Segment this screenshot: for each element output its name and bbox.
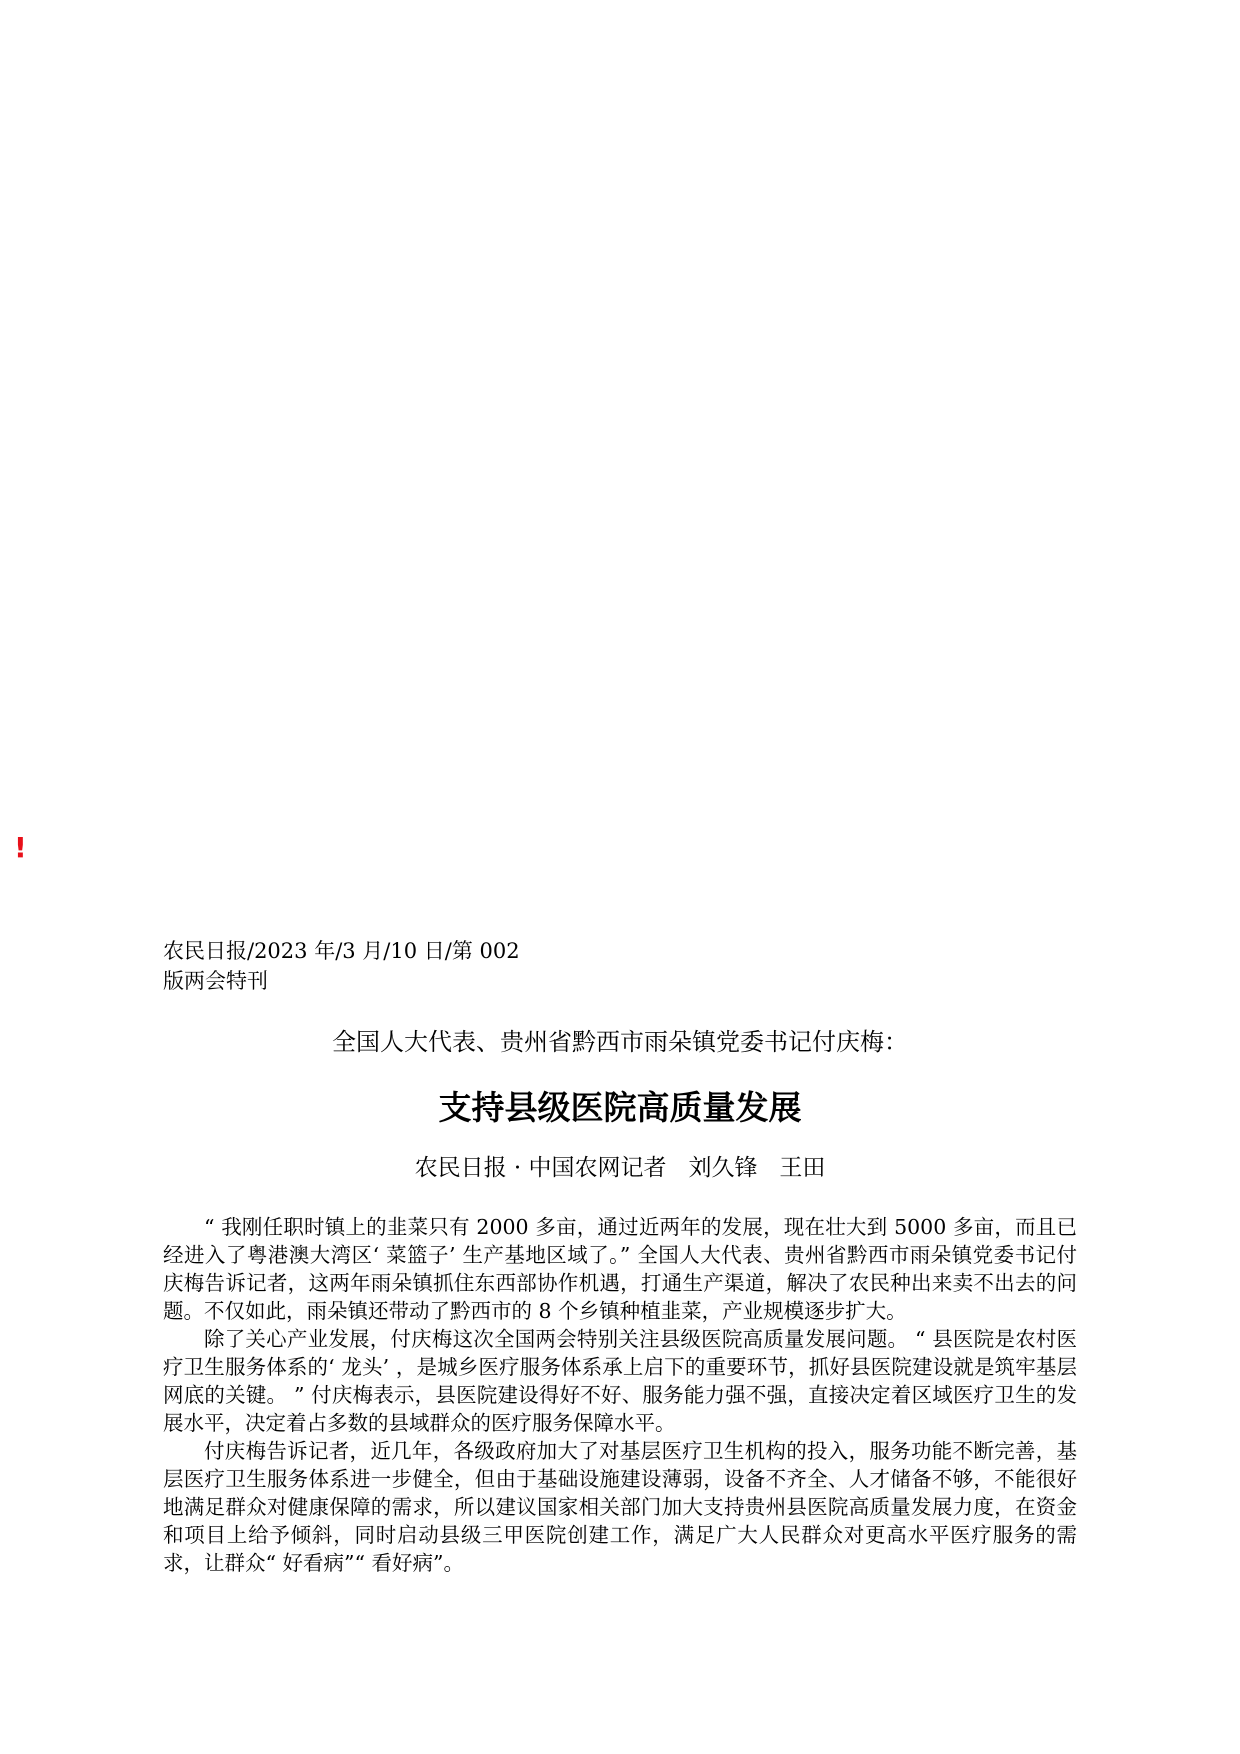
article-paragraph-1: “ 我刚任职时镇上的韭菜只有 2000 多亩，通过近两年的发展，现在壮大到 5000 多亩，而且已经进入了粤港澳大湾区‘ 菜篮子’ 生产基地区域了。” 全国人大代表、贵州省黔西市雨朵镇党委书记付庆梅告诉记者，这两年雨朵镇抓住东西部协作机遇，打通生产渠道，解决了农民种出来卖不出去的问题。不仅如此，雨朵镇还带动了黔西市的 8 个乡镇种植韭菜，产业规模逐步扩大。 <box>163 1215 1077 1323</box>
source-line <box>163 936 523 996</box>
article-paragraph-3: 付庆梅告诉记者，近几年，各级政府加大了对基层医疗卫生机构的投入，服务功能不断完善，基层医疗卫生服务体系进一步健全，但由于基础设施建设薄弱，设备不齐全、人才储备不够，不能很好地满足群众对健康保障的需求，所以建议国家相关部门加大支持贵州县医院高质量发展力度，在资金和项目上给予倾斜，同时启动县级三甲医院创建工作，满足广大人民群众对更高水平医疗服务的需求，让群众“ 好看病”“ 看好病”。 <box>163 1439 1077 1575</box>
source-line-2: 版两会特刊 <box>163 969 268 993</box>
article-paragraph-2: 除了关心产业发展，付庆梅这次全国两会特别关注县级医院高质量发展问题。 “ 县医院是农村医疗卫生服务体系的‘ 龙头’ ，是城乡医疗服务体系承上启下的重要环节，抓好县医院建设就是筑牢基层网底的关键。 ” 付庆梅表示，县医院建设得好不好、服务能力强不强，直接决定着区域医疗卫生的发展水平，决定着占多数的县域群众的医疗服务保障水平。 <box>163 1327 1077 1435</box>
article-title: 支持县级医院高质量发展 <box>438 1088 802 1127</box>
article-subtitle: 全国人大代表、贵州省黔西市雨朵镇党委书记付庆梅： <box>332 1028 908 1056</box>
article-byline: 农民日报 · 中国农网记者 刘久锋 王田 <box>414 1155 826 1181</box>
article-body <box>163 1213 1077 1577</box>
source-line-1: 农民日报/2023 年/3 月/10 日/第 002 <box>163 939 520 963</box>
red-exclamation-mark: ! <box>14 831 27 864</box>
